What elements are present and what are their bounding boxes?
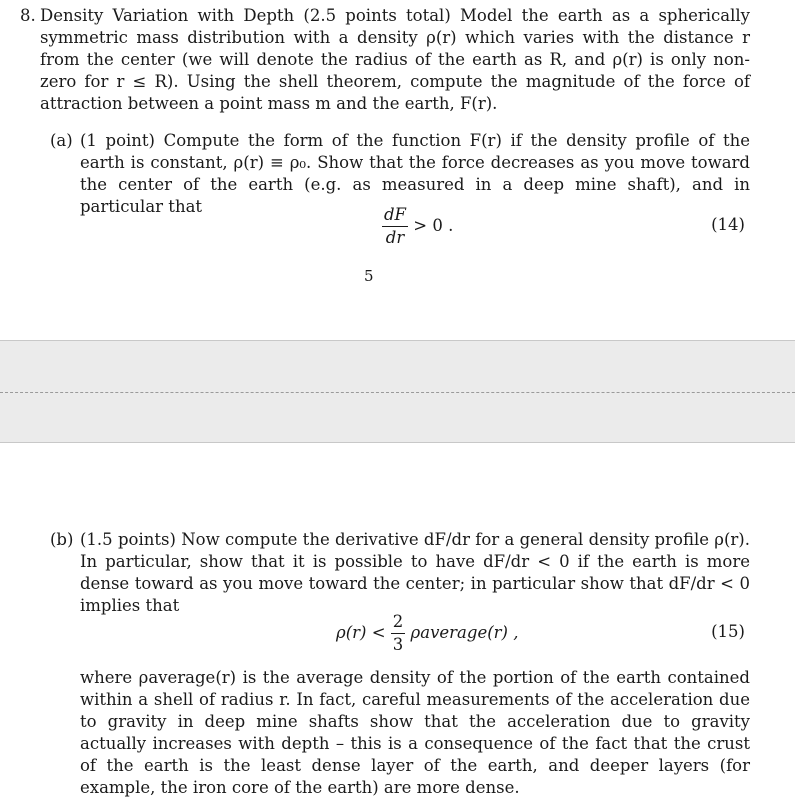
page-break-divider xyxy=(0,392,795,393)
part-b-label: (b) xyxy=(50,530,74,549)
equation-15-fraction xyxy=(391,611,406,656)
equation-14-rhs: > 0 . xyxy=(413,216,454,235)
equation-15 xyxy=(336,611,518,656)
page-upper xyxy=(0,0,795,340)
page-lower xyxy=(0,443,795,797)
equation-14-denominator: dr xyxy=(385,228,405,247)
equation-14-numerator: dF xyxy=(382,204,408,227)
equation-15-number: (15) xyxy=(711,622,745,641)
equation-14 xyxy=(382,204,453,249)
part-a-label: (a) xyxy=(50,131,73,150)
part-b-followup: where ρaverage(r) is the average density of the portion of the earth contained within a shell of radius r. In fact, careful measurements of the acceleration due to gravity in deep mine shafts show that the acceleration due to gravity actually increases with depth – this is a consequence of the fact that the crust of the earth is the least dense layer of the earth, and deeper layers (for example, the iron core of the earth) are more dense. xyxy=(80,668,750,797)
problem-statement: Density Variation with Depth (2.5 points total) Model the earth as a spherically symmetric mass distribution with a density ρ(r) which varies with the distance r from the center (we will denote the radius of the earth as R, and ρ(r) is only non-zero for r ≤ R). Using the shell theorem, compute the magnitude of the force of attraction between a point mass m and the earth, F(r). xyxy=(40,6,750,113)
part-a-text: (1 point) Compute the form of the function F(r) if the density profile of the earth is constant, ρ(r) ≡ ρ₀. Show that the force decreases as you move toward the center of the earth (e.g. as measured in a deep mine shaft), and in particular that xyxy=(80,131,750,216)
page-break xyxy=(0,340,795,443)
part-b xyxy=(50,529,750,617)
problem-number: 8. xyxy=(20,6,36,25)
equation-15-lhs: ρ(r) < xyxy=(336,623,386,642)
equation-14-number: (14) xyxy=(711,215,745,234)
equation-15-rhs: ρaverage(r) , xyxy=(410,623,519,642)
page-number: 5 xyxy=(364,267,374,285)
part-b-text: (1.5 points) Now compute the derivative dF/dr for a general density profile ρ(r). In particular, show that it is possible to have dF/dr < 0 if the earth is more dense toward as you move toward the center; in particular show that dF/dr < 0 implies that xyxy=(80,530,750,615)
equation-14-fraction xyxy=(382,204,408,249)
equation-15-denominator: 3 xyxy=(392,635,404,654)
problem-8 xyxy=(20,5,750,115)
equation-15-numerator: 2 xyxy=(391,611,406,634)
